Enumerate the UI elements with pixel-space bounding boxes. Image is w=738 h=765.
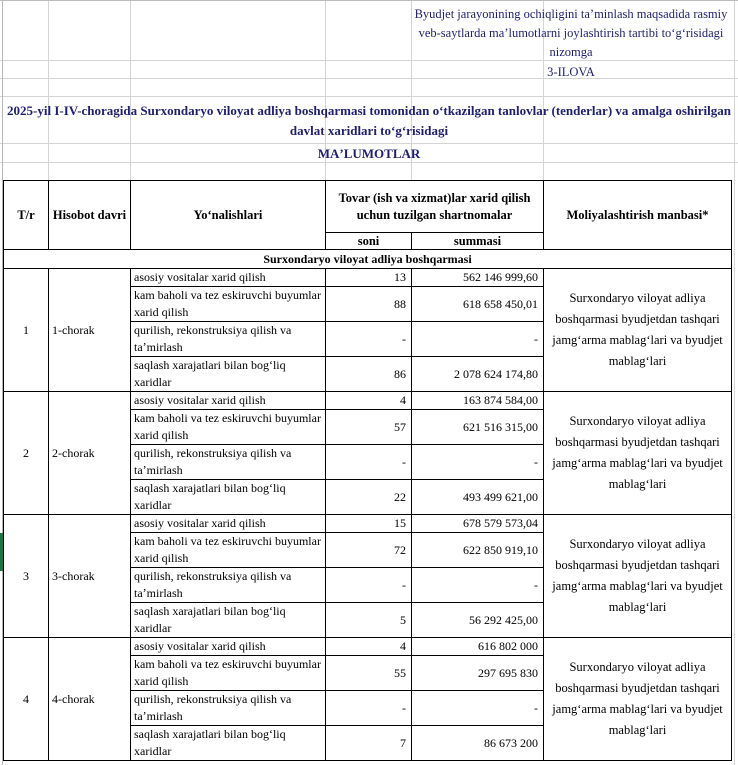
organization-row: Surxondaryo viloyat adliya boshqarmasi	[4, 250, 732, 269]
reporting-period: 4-chorak	[49, 638, 131, 761]
count-cell: 5	[326, 603, 412, 638]
direction-cell: saqlash xarajatlari bilan bogʻliq xaridlar	[131, 603, 326, 638]
direction-cell: saqlash xarajatlari bilan bogʻliq xaridlar	[131, 480, 326, 515]
direction-cell: asosiy vositalar xarid qilish	[131, 392, 326, 410]
sum-cell: 493 499 621,00	[412, 480, 544, 515]
header-sum: summasi	[412, 233, 544, 250]
reporting-period: 3-chorak	[49, 515, 131, 638]
sum-cell: 86 673 200	[412, 726, 544, 761]
direction-cell: qurilish, rekonstruksiya qilish va taʼmirlash	[131, 445, 326, 480]
count-cell: -	[326, 445, 412, 480]
header-source: Moliyalashtirish manbasi*	[544, 181, 732, 250]
direction-cell: kam baholi va tez eskiruvchi buyumlar xarid qilish	[131, 287, 326, 322]
row-number: 4	[4, 638, 49, 761]
direction-cell: kam baholi va tez eskiruvchi buyumlar xarid qilish	[131, 656, 326, 691]
count-cell: 13	[326, 269, 412, 287]
gridline	[0, 143, 738, 144]
sum-cell: -	[412, 568, 544, 603]
funding-source: Surxondaryo viloyat adliya boshqarmasi byudjetdan tashqari jamgʻarma mablagʻlari va byudjet mablagʻlari	[544, 392, 732, 515]
header-num: T/r	[4, 181, 49, 250]
gridline	[0, 96, 738, 97]
funding-source: Surxondaryo viloyat adliya boshqarmasi byudjetdan tashqari jamgʻarma mablagʻlari va byudjet mablagʻlari	[544, 269, 732, 392]
sum-cell: 2 078 624 174,80	[412, 357, 544, 392]
regulation-reference: Byudjet jarayonining ochiqligini taʼminlash maqsadida rasmiy veb-saytlarda maʼlumotlarni joylashtirish tartibi toʻgʻrisidagi nizomga	[414, 7, 728, 59]
header-direction: Yoʻnalishlari	[131, 181, 326, 250]
sum-cell: -	[412, 445, 544, 480]
count-cell: 88	[326, 287, 412, 322]
sum-cell: 621 516 315,00	[412, 410, 544, 445]
row-number: 1	[4, 269, 49, 392]
direction-cell: kam baholi va tez eskiruvchi buyumlar xarid qilish	[131, 533, 326, 568]
sum-cell: 618 658 450,01	[412, 287, 544, 322]
annex-label: 3-ILOVA	[547, 65, 595, 79]
procurement-table	[3, 180, 732, 761]
direction-cell: kam baholi va tez eskiruvchi buyumlar xarid qilish	[131, 410, 326, 445]
count-cell: 72	[326, 533, 412, 568]
table-row	[4, 269, 732, 287]
direction-cell: asosiy vositalar xarid qilish	[131, 638, 326, 656]
document-subtitle: MAʼLUMOTLAR	[317, 146, 421, 161]
sum-cell: 616 802 000	[412, 638, 544, 656]
direction-cell: asosiy vositalar xarid qilish	[131, 269, 326, 287]
reporting-period: 1-chorak	[49, 269, 131, 392]
funding-source: Surxondaryo viloyat adliya boshqarmasi byudjetdan tashqari jamgʻarma mablagʻlari va byudjet mablagʻlari	[544, 515, 732, 638]
count-cell: 7	[326, 726, 412, 761]
row-number: 3	[4, 515, 49, 638]
sum-cell: 163 874 584,00	[412, 392, 544, 410]
gridline	[734, 0, 735, 765]
sum-cell: 562 146 999,60	[412, 269, 544, 287]
sum-cell: 622 850 919,10	[412, 533, 544, 568]
document-title: 2025-yil I-IV-choragida Surxondaryo viloyat adliya boshqarmasi tomonidan oʻtkazilgan tanlovlar (tenderlar) va amalga oshirilgan davlat xaridlari toʻgʻrisidagi	[7, 103, 731, 138]
row-number: 2	[4, 392, 49, 515]
count-cell: 86	[326, 357, 412, 392]
funding-source: Surxondaryo viloyat adliya boshqarmasi byudjetdan tashqari jamgʻarma mablagʻlari va byudjet mablagʻlari	[544, 638, 732, 761]
count-cell: -	[326, 691, 412, 726]
reporting-period: 2-chorak	[49, 392, 131, 515]
table-row	[4, 392, 732, 410]
count-cell: 57	[326, 410, 412, 445]
direction-cell: qurilish, rekonstruksiya qilish va taʼmirlash	[131, 691, 326, 726]
header-count: soni	[326, 233, 412, 250]
table-row	[4, 638, 732, 656]
header-period: Hisobot davri	[49, 181, 131, 250]
sum-cell: -	[412, 691, 544, 726]
count-cell: 4	[326, 392, 412, 410]
direction-cell: qurilish, rekonstruksiya qilish va taʼmirlash	[131, 322, 326, 357]
direction-cell: saqlash xarajatlari bilan bogʻliq xaridlar	[131, 726, 326, 761]
count-cell: 22	[326, 480, 412, 515]
direction-cell: qurilish, rekonstruksiya qilish va taʼmirlash	[131, 568, 326, 603]
table-row	[4, 515, 732, 533]
count-cell: 55	[326, 656, 412, 691]
sum-cell: 56 292 425,00	[412, 603, 544, 638]
gridline	[0, 0, 738, 1]
count-cell: 4	[326, 638, 412, 656]
sum-cell: 678 579 573,04	[412, 515, 544, 533]
direction-cell: asosiy vositalar xarid qilish	[131, 515, 326, 533]
direction-cell: saqlash xarajatlari bilan bogʻliq xaridlar	[131, 357, 326, 392]
sum-cell: -	[412, 322, 544, 357]
count-cell: 15	[326, 515, 412, 533]
sum-cell: 297 695 830	[412, 656, 544, 691]
count-cell: -	[326, 322, 412, 357]
count-cell: -	[326, 568, 412, 603]
header-contracts: Tovar (ish va xizmat)lar xarid qilish uchun tuzilgan shartnomalar	[326, 181, 544, 233]
